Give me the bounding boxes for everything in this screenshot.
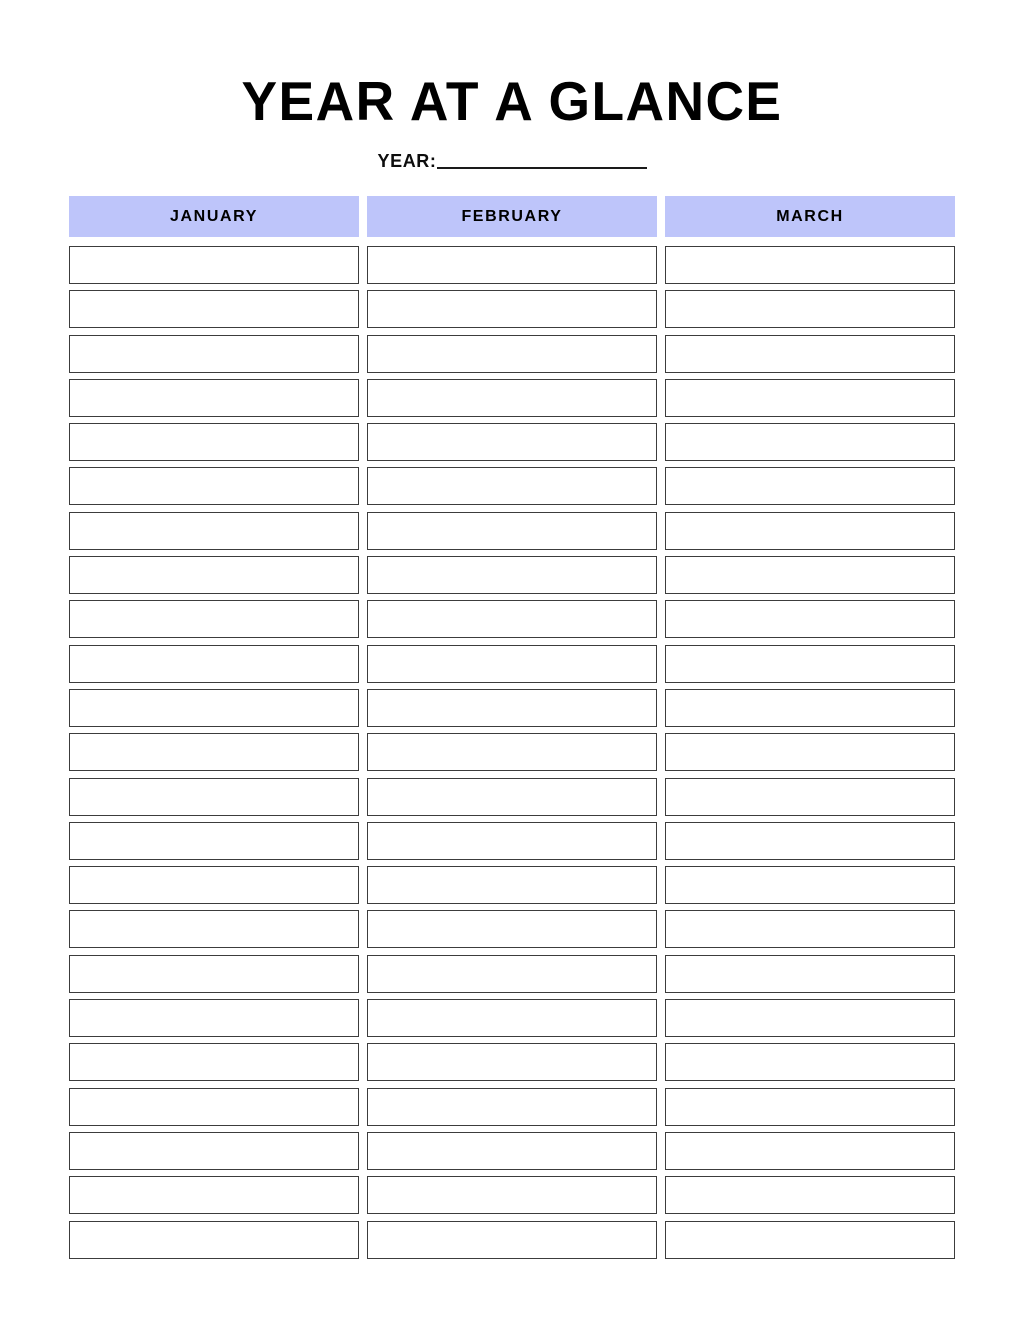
month-header-march [665, 196, 955, 237]
table-row [69, 910, 955, 948]
entry-cell-february[interactable] [367, 1043, 657, 1081]
table-row [69, 866, 955, 904]
entry-cell-february[interactable] [367, 467, 657, 505]
entry-cell-march[interactable] [665, 379, 955, 417]
entry-cell-january[interactable] [69, 1132, 359, 1170]
entry-cell-february[interactable] [367, 335, 657, 373]
entry-cell-march[interactable] [665, 645, 955, 683]
entry-cell-february[interactable] [367, 822, 657, 860]
month-header-label: FEBRUARY [461, 207, 563, 225]
year-label: YEAR: [377, 151, 437, 171]
entry-cell-january[interactable] [69, 1221, 359, 1259]
entry-cell-february[interactable] [367, 866, 657, 904]
page-title: YEAR AT A GLANCE [241, 70, 783, 132]
table-row [69, 246, 955, 284]
entry-cell-march[interactable] [665, 866, 955, 904]
title-block [0, 70, 1024, 132]
table-row [69, 335, 955, 373]
table-row [69, 955, 955, 993]
entry-cell-march[interactable] [665, 600, 955, 638]
entry-cell-march[interactable] [665, 999, 955, 1037]
entry-cell-january[interactable] [69, 290, 359, 328]
entry-rows-container [69, 246, 955, 1259]
entry-cell-february[interactable] [367, 512, 657, 550]
table-row [69, 1088, 955, 1126]
month-header-row [69, 196, 955, 237]
table-row [69, 645, 955, 683]
table-row [69, 778, 955, 816]
entry-cell-february[interactable] [367, 290, 657, 328]
entry-cell-february[interactable] [367, 910, 657, 948]
entry-cell-february[interactable] [367, 778, 657, 816]
table-row [69, 733, 955, 771]
entry-cell-january[interactable] [69, 1088, 359, 1126]
entry-cell-march[interactable] [665, 1176, 955, 1214]
table-row [69, 600, 955, 638]
entry-cell-march[interactable] [665, 910, 955, 948]
entry-cell-february[interactable] [367, 955, 657, 993]
entry-cell-february[interactable] [367, 1132, 657, 1170]
entry-cell-march[interactable] [665, 246, 955, 284]
entry-cell-february[interactable] [367, 379, 657, 417]
entry-cell-march[interactable] [665, 733, 955, 771]
table-row [69, 1132, 955, 1170]
year-fill-in-block [0, 152, 1024, 171]
entry-cell-march[interactable] [665, 335, 955, 373]
entry-cell-february[interactable] [367, 1221, 657, 1259]
table-row [69, 467, 955, 505]
table-row [69, 1043, 955, 1081]
table-row [69, 999, 955, 1037]
entry-cell-january[interactable] [69, 467, 359, 505]
entry-cell-january[interactable] [69, 246, 359, 284]
entry-cell-february[interactable] [367, 1088, 657, 1126]
entry-cell-january[interactable] [69, 600, 359, 638]
entry-cell-march[interactable] [665, 689, 955, 727]
entry-cell-january[interactable] [69, 778, 359, 816]
entry-cell-january[interactable] [69, 955, 359, 993]
entry-cell-january[interactable] [69, 1043, 359, 1081]
table-row [69, 290, 955, 328]
table-row [69, 556, 955, 594]
month-header-february [367, 196, 657, 237]
entry-cell-march[interactable] [665, 556, 955, 594]
entry-cell-january[interactable] [69, 1176, 359, 1214]
entry-cell-february[interactable] [367, 733, 657, 771]
entry-cell-march[interactable] [665, 778, 955, 816]
entry-cell-march[interactable] [665, 955, 955, 993]
table-row [69, 512, 955, 550]
entry-cell-january[interactable] [69, 822, 359, 860]
entry-cell-january[interactable] [69, 866, 359, 904]
entry-cell-february[interactable] [367, 423, 657, 461]
entry-cell-march[interactable] [665, 1043, 955, 1081]
table-row [69, 423, 955, 461]
table-row [69, 1221, 955, 1259]
entry-cell-january[interactable] [69, 379, 359, 417]
entry-cell-march[interactable] [665, 1088, 955, 1126]
entry-cell-march[interactable] [665, 423, 955, 461]
entry-cell-january[interactable] [69, 556, 359, 594]
entry-cell-march[interactable] [665, 822, 955, 860]
entry-cell-february[interactable] [367, 689, 657, 727]
entry-cell-january[interactable] [69, 999, 359, 1037]
entry-cell-january[interactable] [69, 910, 359, 948]
table-row [69, 379, 955, 417]
entry-cell-february[interactable] [367, 246, 657, 284]
entry-cell-january[interactable] [69, 423, 359, 461]
month-header-label: MARCH [776, 207, 844, 225]
entry-cell-january[interactable] [69, 689, 359, 727]
entry-cell-march[interactable] [665, 1132, 955, 1170]
entry-cell-january[interactable] [69, 512, 359, 550]
entry-cell-february[interactable] [367, 1176, 657, 1214]
entry-cell-march[interactable] [665, 290, 955, 328]
month-header-january [69, 196, 359, 237]
table-row [69, 822, 955, 860]
months-grid [69, 196, 955, 1265]
table-row [69, 1176, 955, 1214]
entry-cell-february[interactable] [367, 999, 657, 1037]
entry-cell-march[interactable] [665, 512, 955, 550]
entry-cell-march[interactable] [665, 467, 955, 505]
table-row [69, 689, 955, 727]
entry-cell-february[interactable] [367, 600, 657, 638]
year-input-rule[interactable] [437, 167, 647, 169]
entry-cell-january[interactable] [69, 335, 359, 373]
entry-cell-february[interactable] [367, 556, 657, 594]
entry-cell-january[interactable] [69, 733, 359, 771]
entry-cell-january[interactable] [69, 645, 359, 683]
entry-cell-february[interactable] [367, 645, 657, 683]
entry-cell-march[interactable] [665, 1221, 955, 1259]
month-header-label: JANUARY [170, 207, 258, 225]
